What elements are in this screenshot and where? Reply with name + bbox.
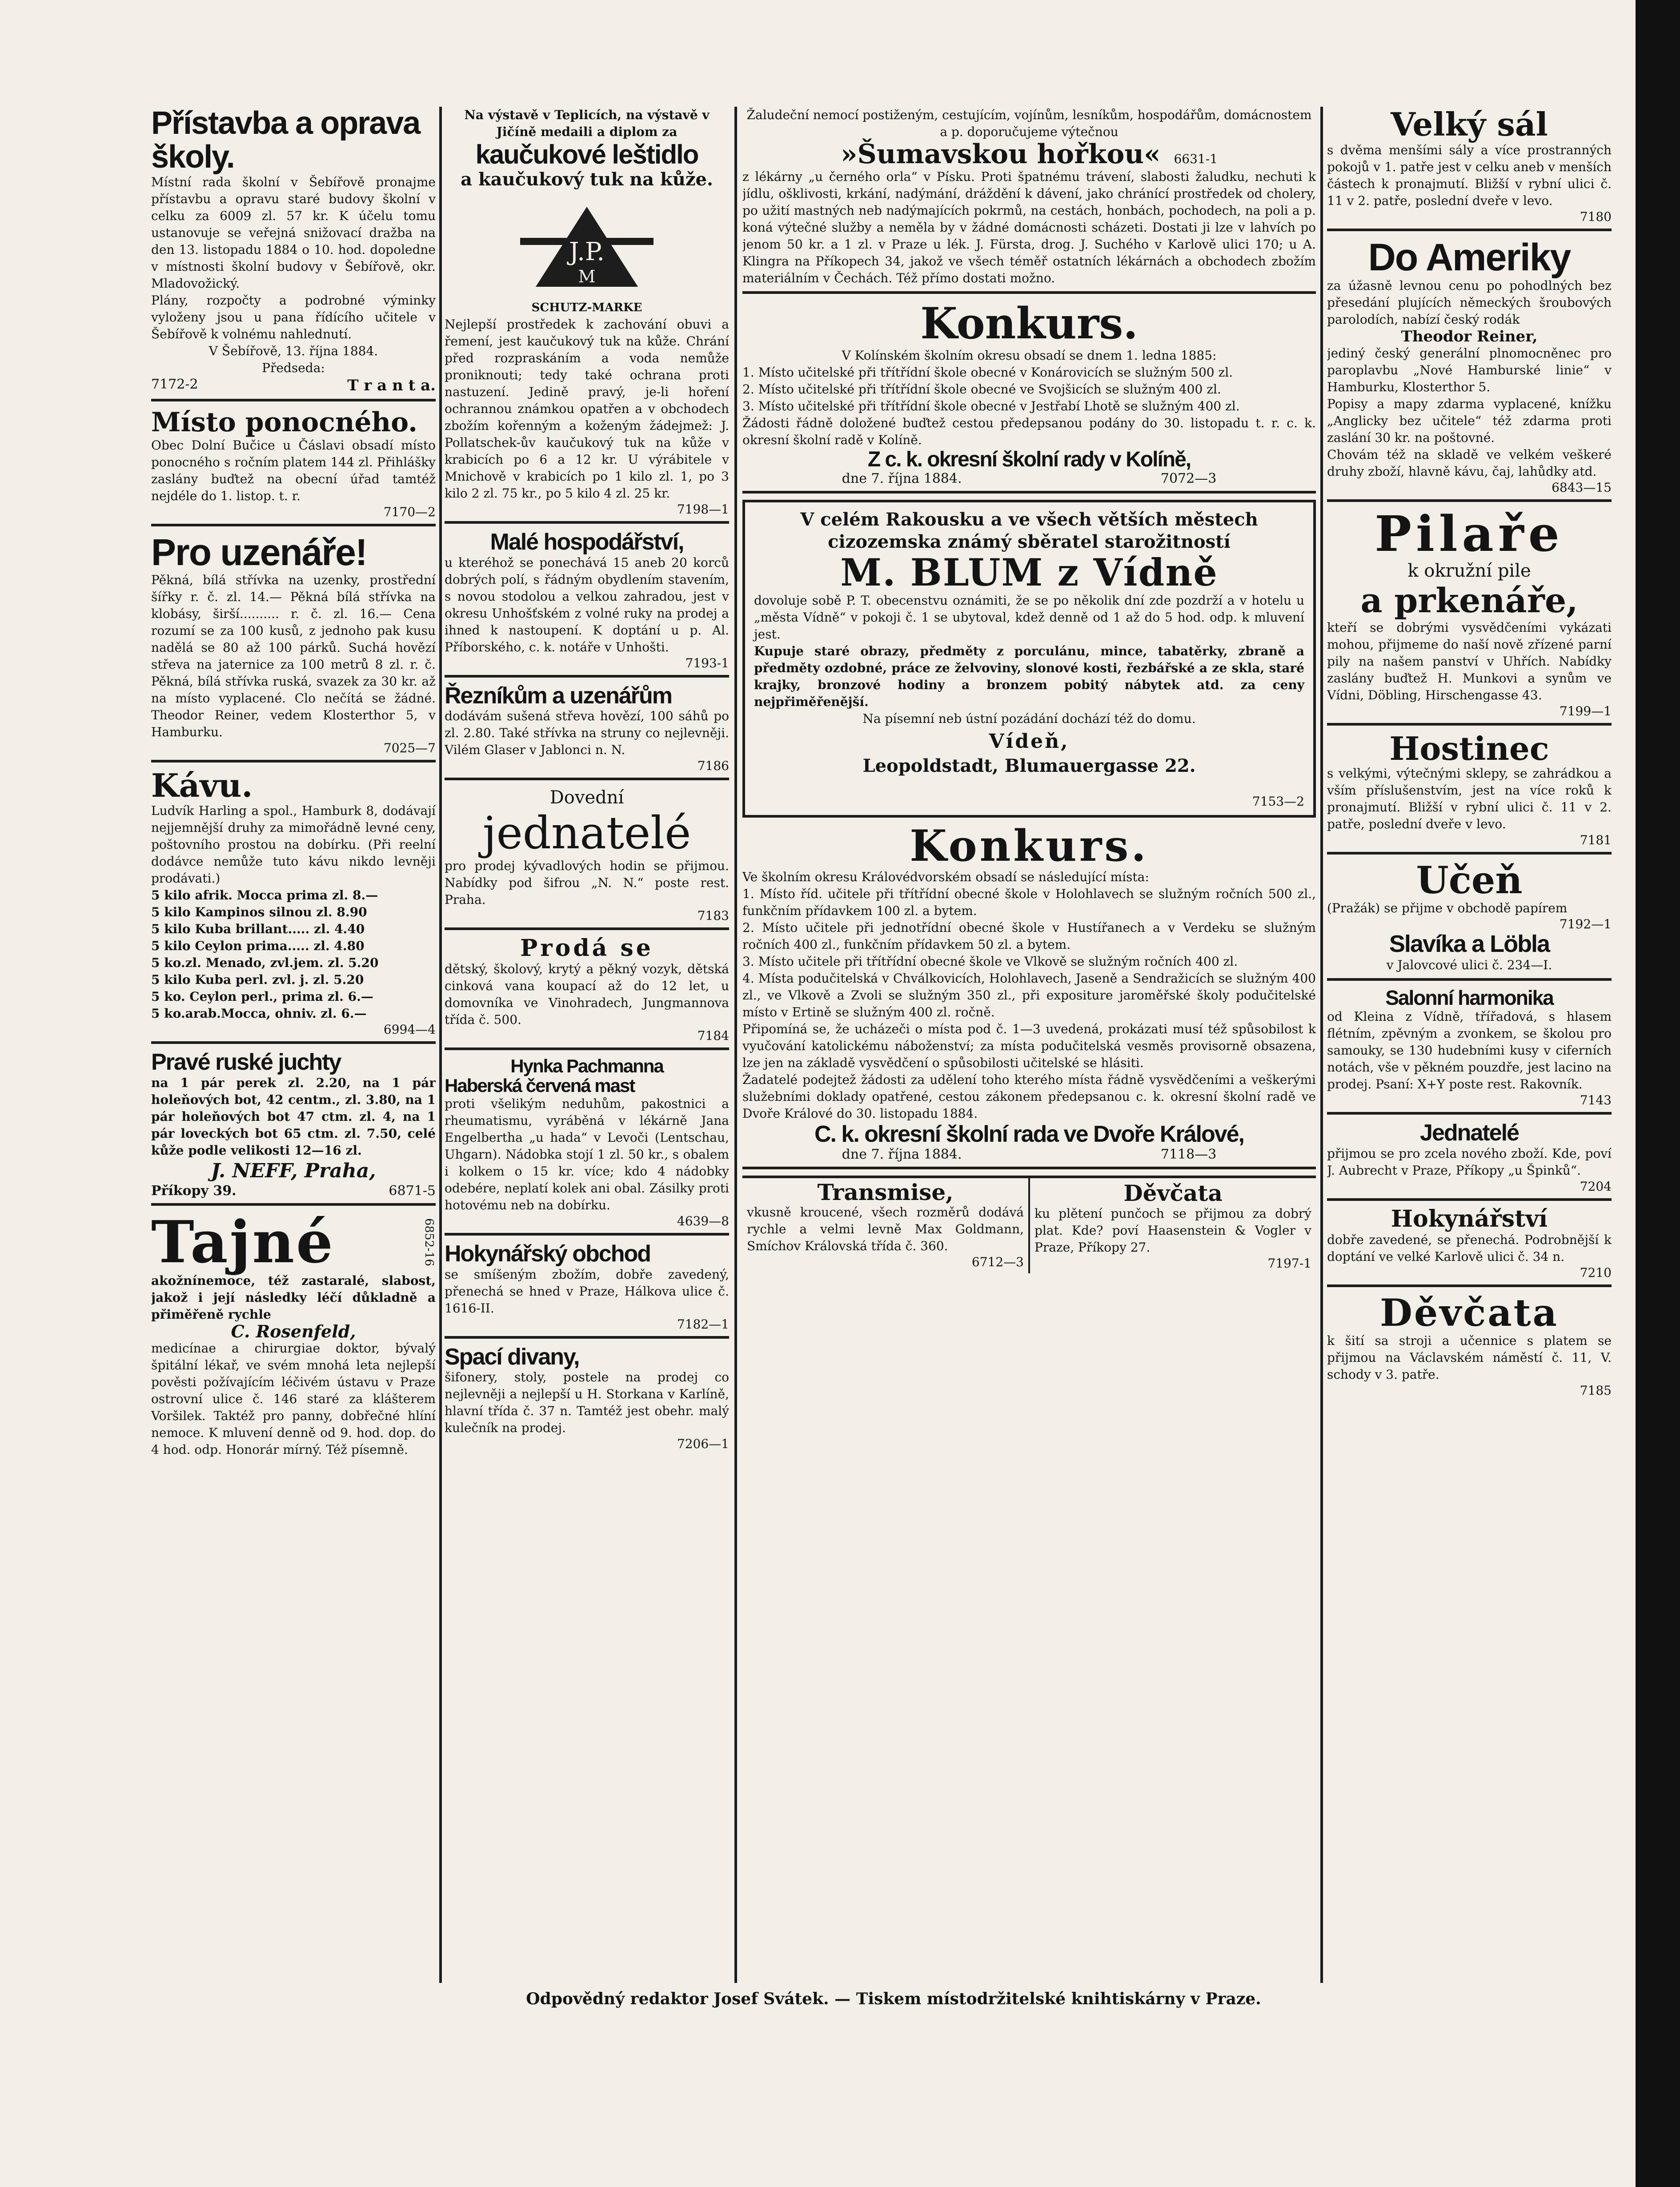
ad-title: Místo ponocného. bbox=[151, 407, 418, 438]
ad-coffee bbox=[151, 766, 436, 1044]
ad-body: u kteréhož se ponechává 15 aneb 20 korců dobrých polí, s řádným obydlením stavením, s novou stodolou a velkou zahradou, jest v okresu Unhošťském z volné ruky na prodej a ihned k nastoupení. K doptání u p. Al. Příborského, c. k. notáře v Unhošti. bbox=[445, 555, 729, 654]
ad-title: Učeň bbox=[1416, 858, 1523, 903]
ad-row-bottom bbox=[742, 1176, 1316, 1273]
ad-number: 7186 bbox=[697, 758, 729, 774]
ad-body: Kupuje staré obrazy, předměty z porculánu, mince, tabatěrky, zbraně a předměty ozdobné, práce ze želvoviny, slonové kosti, řezbářské a ze skla, staré krajky, bronzové hodiny a bronzem pobitý nábytek atd. za ceny nejpřiměřenější. bbox=[754, 644, 1304, 710]
ad-body: Připomíná se, že ucházeči o místa pod č. 1—3 uvedená, prokázati musí též spůsobilost k vyučování katolickému náboženství; za místa podučitelská vesměs provisorně obsazena, lze jen na základě vysvědčení o spůsobilosti učitelské se hlásiti. bbox=[742, 1021, 1316, 1070]
ad-body: jediný český generální plnomocněnec pro paroplavbu „Nové Hamburské linie“ v Hamburku, Klosterthor 5. bbox=[1327, 346, 1612, 395]
ad-subtitle: Haberská červená mast bbox=[445, 1075, 635, 1096]
ad-item: 3. Místo učitelské při třítřídní škole obecné v Jestřabí Lhotě se služným 400 zl. bbox=[742, 398, 1240, 413]
ad-intro: V Kolínském školním okresu obsadí se dnem 1. ledna 1885: bbox=[842, 348, 1217, 363]
ad-body: Žádosti řádně doložené buďtež cestou předepsanou podány do 30. listopadu t. r. c. k. okresní školní radě v Kolíně. bbox=[742, 415, 1316, 447]
trademark-caption: SCHUTZ-MARKE bbox=[531, 301, 642, 314]
ad-bitters bbox=[742, 107, 1316, 294]
ad-competition-kolin bbox=[742, 300, 1316, 494]
ad-number: 7193-1 bbox=[685, 655, 729, 670]
ad-title: Přístavba a oprava školy. bbox=[151, 107, 420, 175]
column-3 bbox=[742, 107, 1316, 1273]
ad-title: Velký sál bbox=[1391, 107, 1548, 143]
column-1 bbox=[151, 107, 436, 1469]
ad-title: Pro uzenáře! bbox=[151, 531, 367, 574]
ad-inn bbox=[1327, 729, 1612, 855]
ad-title: Jednatelé bbox=[1420, 1120, 1519, 1146]
ad-lead: V celém Rakousku a ve všech větších městech cizozemska známý sběratel starožitností bbox=[800, 509, 1258, 552]
ad-body: dobře zavedené, se přenechá. Podrobnější k doptání ve velké Karlově ulici č. 34 n. bbox=[1327, 1232, 1612, 1264]
ad-body: se smíšeným zbožím, dobře zavedený, přenechá se hned v Praze, Hálkova ulice č. 1616-II. bbox=[445, 1267, 729, 1316]
ad-number: 7204 bbox=[1580, 1179, 1612, 1194]
ad-signature: T r a n t a. bbox=[347, 377, 436, 395]
ad-number: 7184 bbox=[697, 1028, 729, 1043]
ad-number: 6712—3 bbox=[971, 1255, 1024, 1270]
ad-lead: Žaludeční nemocí postiženým, cestujícím, vojínům, lesníkům, hospodářům, domácnostem a p. doporučujeme výtečnou bbox=[746, 108, 1312, 139]
ad-body: Popisy a mapy zdarma vyplacené, knížku „Anglicky bez učitele“ též zdarma proti zaslání 30 kr. na poštovné. bbox=[1327, 397, 1612, 445]
ad-harmonica bbox=[1327, 987, 1612, 1115]
ad-subtitle: a kaučukový tuk na kůže. bbox=[461, 169, 713, 190]
ad-number: 6852-16 bbox=[422, 1218, 436, 1266]
ad-title: Prodá se bbox=[520, 935, 654, 962]
ad-item: 2. Místo učitelské při třítřídní škole obecné ve Svojšicích se služným 400 zl. bbox=[742, 381, 1221, 397]
ad-date: dne 7. října 1884. bbox=[842, 470, 962, 486]
ad-title: Salonní harmonika bbox=[1385, 986, 1553, 1010]
scan-border bbox=[1636, 0, 1680, 2187]
ad-number: 7206—1 bbox=[677, 1437, 729, 1452]
ad-item: 2. Místo učitele při jednotřídní obecné škole v Hustířanech a v Verdeku se služným ročních 400 zl., funkčním přídavkem 50 zl. a bytem. bbox=[742, 920, 1316, 952]
ad-school-extension bbox=[151, 107, 436, 401]
ad-agents bbox=[445, 787, 729, 930]
ad-title: Hostinec bbox=[1389, 729, 1549, 767]
ad-pre: Dovední bbox=[549, 787, 624, 808]
ad-body: za úžasně levnou cenu po pohodlných bez přesedání plujících německých šroubových parolodích, nabízí český rodák bbox=[1327, 278, 1612, 327]
trademark-seal-icon bbox=[520, 198, 654, 296]
ad-body: medicínae a chirurgiae doktor, bývalý špitální lékař, ve svém mnohá leta nejlepší pověsti požívajícím léčivém ústavu v Praze ostrovní ulice č. 146 staré za klášterem Voršilek. Taktéž pro panny, dobřečné hlíní nemoce. K mluvení denně od 9. hod. dop. do 4 hod. odp. Honorár mírný. Též písemně. bbox=[151, 1341, 436, 1457]
ad-ointment bbox=[445, 1056, 729, 1236]
ad-number: 7182—1 bbox=[677, 1316, 729, 1332]
ad-title: Kávu. bbox=[151, 766, 253, 805]
price-item: 5 ko.zl. Menado, zvl.jem. zl. 5.20 bbox=[151, 955, 379, 970]
ad-title: Děvčata bbox=[1380, 1290, 1559, 1335]
ad-body: Chovám též na skladě ve velkém veškeré druhy zboží, hlavně kávu, čaj, lahůdky atd. bbox=[1327, 447, 1612, 479]
ad-number: 6631-1 bbox=[1174, 152, 1218, 166]
ad-body: šifonery, stoly, postele na prodej co nejlevněji a nejlepší u H. Storkana v Karlíně, hlavní třída č. 37 n. Tamtéž jest obehr. malý kulečník na prodej. bbox=[445, 1370, 729, 1436]
ad-body: Na písemní neb ústní pozádání dochází též do domu. bbox=[862, 711, 1196, 726]
ad-name: Theodor Reiner, bbox=[1401, 328, 1538, 346]
ad-number: 6871-5 bbox=[389, 1183, 436, 1199]
ad-transmission bbox=[742, 1178, 1030, 1273]
price-item: 5 kilo Kampinos silnou zl. 8.90 bbox=[151, 904, 367, 919]
ad-title: Do Ameriky bbox=[1368, 236, 1571, 279]
ad-item: 1. Místo říd. učitele při třítřídní obecné škole v Holohlavech se služným ročních 500 zl., funkčním přídavkem 100 zl. a bytem. bbox=[742, 886, 1316, 918]
ad-number: 7210 bbox=[1580, 1265, 1612, 1280]
ad-number: 7118—3 bbox=[1160, 1146, 1217, 1162]
ad-russian-leather bbox=[151, 1050, 436, 1206]
ad-title: »Šumavskou hořkou« bbox=[840, 139, 1161, 170]
ad-title: kaučukové leštidlo bbox=[475, 140, 698, 169]
ad-body: proti všelikým neduhům, pakostnici a rheumatismu, vyráběná v lékárně Jana Engelbertha „u hada“ v Levoči (Lentschau, Uhgarn). Nádobka stojí 1 zl. 50 kr., s obalem i kolkem o 15 kr. více; kdo 4 nádobky odebére, neplatí kolek ani obal. Zásilky proti hotovému neb na dobírku. bbox=[445, 1096, 729, 1212]
ad-blum-antiques bbox=[742, 500, 1316, 818]
column-4 bbox=[1327, 107, 1612, 1409]
ad-body: kteří se dobrými vysvědčeními vykázati mohou, přijmeme do naší nově zřízené parní pily na našem panství v Uhřích. Nabídky zaslány buďtež H. Munkovi a synům ve Vídni, Döbling, Hirschengasse 43. bbox=[1327, 620, 1612, 702]
ad-name: Slavíka a Löbla bbox=[1389, 931, 1550, 958]
ad-body: s dvěma menšími sály a více prostranných pokojů v 1. patře jest v celku aneb v menších částech k pronajmutí. Bližší v rybní ulici č. 11 v 2. patře, poslední dveře v levo. bbox=[1327, 143, 1612, 209]
ad-number: 7072—3 bbox=[1160, 470, 1217, 486]
ad-rubber-polish bbox=[445, 107, 729, 524]
ad-body: dovoluje sobě P. T. obecenstvu oznámiti, že se po několik dní zde pozdrží a v hotelu u „města Vídně“ v pokoji č. 1 se ubytoval, kdež denně od 1 až do 5 hod. odp. k mluvení jest. bbox=[754, 593, 1304, 642]
ad-small-farm bbox=[445, 530, 729, 678]
price-item: 5 kilo Ceylon prima..... zl. 4.80 bbox=[151, 938, 365, 953]
ad-sawyers bbox=[1327, 505, 1612, 725]
ad-intro: Ve školním okresu Královédvorském obsadí se následující místa: bbox=[742, 869, 1149, 884]
ad-title: Hynka Pachmanna bbox=[510, 1055, 663, 1076]
ad-number: 7199—1 bbox=[1559, 703, 1612, 718]
ad-signature: C. k. okresní školní rada ve Dvoře Králové, bbox=[814, 1121, 1244, 1147]
ad-number: 6843—15 bbox=[1552, 480, 1612, 495]
ad-number: 7183 bbox=[697, 908, 729, 923]
ad-body: Pěkná, bílá střívka na uzenky, prostřední šířky r. č. zl. 14.— Pěkná bílá střívka na klobásy, širší.......... r. č. zl. 16.— Cena rozumí se za 100 kusů, z jednoho pak kusu nadělá se 80 až 100 párků. Suchá hovězí střeva na jaternice za 100 metrů 8 zl. r. č. Pěkná, bílá střívka ruská, svazek za 30 kr. až na místo vyplacené. Clo nečítá se žádné. Theodor Reiner, vedem Klosterthor 5, v Hamburku. bbox=[151, 573, 436, 740]
ad-number: 7198—1 bbox=[677, 502, 729, 517]
ad-number: 7153—2 bbox=[1252, 794, 1304, 809]
price-item: 5 kilo Kuba brillant..... zl. 4.40 bbox=[151, 921, 365, 936]
ad-body: (Pražák) se přijme v obchodě papírem bbox=[1327, 901, 1568, 916]
ad-apprentice bbox=[1327, 858, 1612, 981]
ad-address: Příkopy 39. bbox=[151, 1183, 237, 1199]
price-item: 5 kilo afrik. Mocca prima zl. 8.— bbox=[151, 887, 378, 903]
ad-body: Plány, rozpočty a podrobné výminky vyloženy jsou u pana řídícího učitele v Šebířově k volnému nahlednutí. bbox=[151, 293, 436, 342]
ad-role: Předseda: bbox=[262, 361, 325, 376]
ad-body: vkusně kroucené, všech rozměrů dodává rychle a velmi levně Max Goldmann, Smíchov Královská třída č. 360. bbox=[747, 1205, 1024, 1254]
column-rule bbox=[439, 107, 442, 1983]
ad-title: Řezníkům a uzenářům bbox=[445, 682, 672, 709]
price-item: 5 kilo Kuba perl. zvl. j. zl. 5.20 bbox=[151, 972, 364, 987]
ad-title: Transmise, bbox=[817, 1179, 954, 1205]
ad-sub: k okružní pile bbox=[1407, 560, 1531, 581]
ad-number: 7180 bbox=[1580, 209, 1612, 225]
ad-title: Pilaře bbox=[1375, 505, 1564, 563]
ad-title: M. BLUM z Vídně bbox=[840, 550, 1218, 594]
ad-doctor-name: C. Rosenfeld, bbox=[231, 1321, 356, 1342]
ad-body: ku plětení punčoch se přijmou za dobrý plat. Kde? poví Haasenstein & Vogler v Praze, Příkopy 27. bbox=[1034, 1206, 1311, 1255]
ad-title: Malé hospodářství, bbox=[490, 529, 684, 555]
ad-city: Vídeň, bbox=[989, 730, 1070, 753]
ad-night-watchman bbox=[151, 408, 436, 526]
ad-body: přijmou se pro zcela nového zboží. Kde, poví J. Aubrecht v Praze, Příkopy „u Špinků“. bbox=[1327, 1146, 1612, 1178]
ad-item: 1. Místo učitelské při třítřídní škole obecné v Konárovicích se služným 500 zl. bbox=[742, 365, 1233, 380]
price-item: 5 ko. Ceylon perl., prima zl. 6.— bbox=[151, 989, 373, 1004]
ad-title: Konkurs. bbox=[920, 298, 1138, 349]
ad-butchers-casings bbox=[445, 684, 729, 781]
ad-for-sale bbox=[445, 936, 729, 1050]
ad-number: 7192—1 bbox=[1559, 917, 1612, 932]
column-2 bbox=[445, 107, 729, 1462]
ad-title: Hokynářský obchod bbox=[445, 1240, 651, 1267]
ad-body: k šití sa stroji a učennice s platem se přijmou na Václavském náměstí č. 11, V. schody v 3. patře. bbox=[1327, 1333, 1612, 1382]
ad-body: akožnínemoce, též zastaralé, slabost, jakož i její následky léčí důkladně a přiměřeně rychle bbox=[151, 1273, 436, 1322]
ad-title: Spací divany, bbox=[445, 1344, 579, 1370]
ad-title: Tajné bbox=[151, 1208, 335, 1276]
ad-number: 7172-2 bbox=[151, 377, 198, 393]
ad-body: Nejlepší prostředek k zachování obuvi a řemení, jest kaučukový tuk na kůže. Chrání před rozpraskáním a voda nemůže proniknouti; tedy také ochrana proti nastuzení. Jedině pravý, je-li hoření ochrannou známkou opatřen a v obchodech zbožím kořenným a koženým žádejmež: J. Pollatschek-ův kaučukový tuk na kůže v krabicích po 6 a 12 kr. U výrábitele v Mnichově v krabicích po 1 kilo zl. 1, po 3 kilo 2 zl. 75 kr., po 5 kilo 4 zl. 25 kr. bbox=[445, 317, 729, 501]
ad-number: 7185 bbox=[1580, 1383, 1612, 1398]
ad-place-date: V Šebířově, 13. října 1884. bbox=[208, 344, 378, 359]
ad-girls-knitting bbox=[1030, 1178, 1316, 1273]
ad-title: Konkurs. bbox=[910, 821, 1149, 871]
ad-date: dne 7. října 1884. bbox=[842, 1146, 962, 1162]
ad-america bbox=[1327, 237, 1612, 502]
ad-sofas bbox=[445, 1345, 729, 1456]
ad-body: Místní rada školní v Šebířově pronajme přístavbu a opravu staré budovy školní v celku za 6009 zl. 57 kr. K účelu tomu ustanovuje se veřejná snižovací dražba na den 13. listopadu 1884 o 10. hod. dopoledne v místnosti školní budovy v Šebířově, okr. Mladovožický. bbox=[151, 175, 436, 291]
ad-body: s velkými, výtečnými sklepy, se zahrádkou a vším příslušenstvím, jest na více roků k pronajmutí. Bližší v rybní ulici č. 11 v 2. patře, poslední dveře v levo. bbox=[1327, 766, 1612, 832]
ad-signature: Z c. k. okresní školní rady v Kolíně, bbox=[867, 447, 1191, 471]
ad-title: jednatelé bbox=[482, 807, 691, 859]
ad-title: Pravé ruské juchty bbox=[151, 1049, 341, 1075]
svg-text:M: M bbox=[578, 267, 596, 286]
price-list bbox=[151, 887, 436, 1022]
ad-for-butchers bbox=[151, 533, 436, 762]
ad-number: 6994—4 bbox=[383, 1022, 436, 1037]
ad-number: 7197-1 bbox=[1267, 1256, 1311, 1271]
ad-body: pro prodej kývadlových hodin se přijmou. Nabídky pod šifrou „N. N.“ poste rest. Praha. bbox=[445, 859, 729, 907]
ad-body: dodávám sušená střeva hovězí, 100 sáhů po zl. 2.80. Také střívka na struny co nejlevněji. Vilém Glaser v Jablonci n. N. bbox=[445, 709, 729, 758]
column-rule bbox=[734, 107, 737, 1983]
svg-text:J.P.: J.P. bbox=[569, 237, 605, 266]
ad-title: Hokynářství bbox=[1391, 1205, 1548, 1232]
ad-street: Leopoldstadt, Blumauergasse 22. bbox=[862, 755, 1196, 777]
ad-title: Děvčata bbox=[1123, 1180, 1223, 1206]
ad-number: 7170—2 bbox=[383, 505, 436, 520]
ad-number: 7181 bbox=[1580, 833, 1612, 848]
ad-intro: Ludvík Harling a spol., Hamburk 8, dodávají nejjemnější druhy za mimořádně levné ceny, poštovního prostou na dobírku. (Při reelní dodávce nemůže tuto kávu nikdo levněji prodávati.) bbox=[151, 803, 436, 886]
ad-girls-sewing bbox=[1327, 1290, 1612, 1402]
ad-secret-diseases bbox=[151, 1208, 436, 1463]
ad-grocery bbox=[445, 1242, 729, 1339]
ad-body: Obec Dolní Bučice u Čáslavi obsadí místo ponocného s ročním platem 144 zl. Přihlášky zaslány buďtež na obecní úřad tamtéž nejdéle do 1. listop. t. r. bbox=[151, 438, 436, 504]
ad-body: dětský, školový, krytý a pěkný vozyk, dětská cinková vana koupací až do 12 let, u domovníka ve Vinohradech, Jungmannova třída č. 500. bbox=[445, 961, 729, 1027]
ad-body: na 1 pár perek zl. 2.20, na 1 pár holeňových bot, 42 centm., zl. 3.80, na 1 pár holeňových bot 47 ctm. zl. 4, na 1 pár loveckých bot 65 ctm. zl. 7.50, celé kůže podle velikosti 12—16 zl. bbox=[151, 1075, 436, 1158]
ad-great-hall bbox=[1327, 107, 1612, 231]
ad-number: 7025—7 bbox=[383, 741, 436, 756]
ad-competition-dvur bbox=[742, 821, 1316, 1169]
ad-number: 7143 bbox=[1580, 1093, 1612, 1108]
ad-number: 4639—8 bbox=[677, 1213, 729, 1228]
page-footer: Odpovědný redaktor Josef Svátek. — Tiskem místodržitelské knihtiskárny v Praze. bbox=[526, 1990, 1261, 2008]
ad-item: 3. Místo učitele při třítřídní obecné škole ve Vlkově se služným ročních 400 zl. bbox=[742, 954, 1238, 969]
ad-item: 4. Místa podučitelská v Chválkovicích, Holohlavech, Jaseně a Sendražicích se služným 400 zl., ve Vlkově a Zvoli se služným 350 zl., při expositure jaroměřské školy podučitelské místo v Ertině se služným 400 zl. ročně. bbox=[742, 971, 1316, 1019]
ad-body: Žadatelé podejtež žádosti za udělení toho kterého místa řádně vysvědčeními a veškerými služebními doklady opatřené, cestou zákonem předepsanou c. k. okresní školní radě ve Dvoře Králové do 30. listopadu 1884. bbox=[742, 1072, 1316, 1121]
ad-body: od Kleina z Vídně, třířadová, s hlasem flétním, zpěvným a zvonkem, se školou pro samouky, se 130 hudebními kusy v ciferních notách, vše v pěkném pouzdře, jest lacino na prodej. Psaní: X+Y poste rest. Rakovník. bbox=[1327, 1009, 1612, 1092]
ad-agents-wanted bbox=[1327, 1121, 1612, 1201]
ad-lead: Na výstavě v Teplicích, na výstavě v Jičíně medaili a diplom za bbox=[464, 108, 710, 139]
column-rule bbox=[1320, 107, 1323, 1983]
ad-body: z lékárny „u černého orla“ v Písku. Proti špatnému trávení, slabosti žaludku, nechuti k jídlu, ošklivosti, krkání, nadýmání, dráždění k dávení, jako chránící prostředek od cholery, po užití mastných neb nadýmajících pokrmů, na cestách, honbách, pochodech, na poli a p. koná výtečné služby a neměla by v žádné domácnosti scházeti. Dostati ji lze v lahvích po jenom 50 kr. a 1 zl. v Praze u lék. J. Fürsta, drog. J. Suchého v Karlově ulici 170; u A. Klingra na Příkopech 34, jakož ve všech téměř ostatních lékárnách a obchodech zbožím materiálním v Čechách. Též přímo dostati možno. bbox=[742, 169, 1316, 285]
ad-address: v Jalovcové ulici č. 234—I. bbox=[1386, 958, 1552, 973]
ad-grocery-shop bbox=[1327, 1207, 1612, 1287]
ad-signature: J. NEFF, Praha, bbox=[211, 1159, 376, 1182]
price-item: 5 ko.arab.Mocca, ohniv. zl. 6.— bbox=[151, 1006, 367, 1021]
ad-title-2: a prkenáře, bbox=[1360, 580, 1578, 620]
